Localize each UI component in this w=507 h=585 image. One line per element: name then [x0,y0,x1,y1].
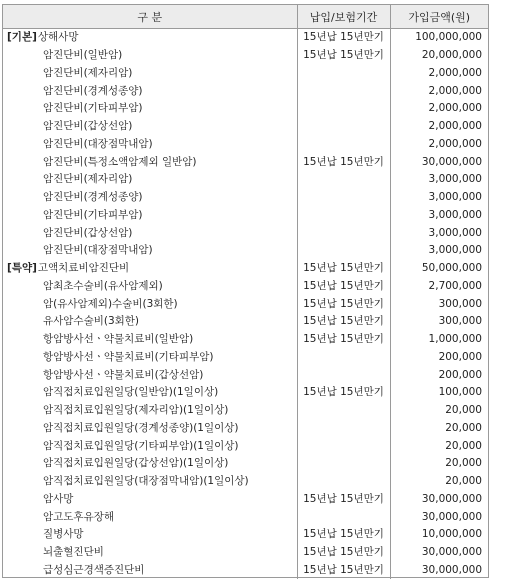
coverage-name-cell [3,366,297,384]
table-row [3,491,488,509]
coverage-name: 암고도후유장해 [43,510,115,523]
table-header-row [3,5,488,29]
amount-cell: 3,000,000 [428,208,482,221]
amount-cell: 200,000 [438,368,482,381]
table-body [3,29,488,580]
section-tag: [특약] [7,262,37,275]
coverage-name-cell [3,207,297,225]
payment-period-cell [297,437,390,455]
amount-cell: 2,700,000 [428,279,482,292]
table-row [3,224,488,242]
amount-cell: 2,000,000 [428,137,482,150]
payment-period-cell [297,508,390,526]
coverage-name: 암진단비(경계성종양) [43,191,143,204]
coverage-name-cell [3,224,297,242]
amount-cell: 20,000 [445,421,482,434]
coverage-name-cell [3,136,297,154]
amount-cell: 30,000,000 [421,155,482,168]
table-row [3,366,488,384]
amount-cell: 200,000 [438,350,482,363]
coverage-name-cell [3,29,297,47]
table-row [3,260,488,278]
table-row [3,242,488,260]
table-row [3,65,488,83]
table-row [3,118,488,136]
coverage-name: 암진단비(특정소액암제외 일반암) [43,155,197,168]
table-row [3,207,488,225]
payment-period-cell: 15년납 15년만기 [297,29,390,47]
amount-cell: 20,000 [445,439,482,452]
table-row [3,171,488,189]
coverage-name-cell [3,313,297,331]
coverage-name-cell [3,384,297,402]
amount-cell: 20,000 [445,404,482,417]
payment-period-cell [297,402,390,420]
coverage-name: 암진단비(갑상선암) [43,120,133,133]
amount-cell: 20,000,000 [421,49,482,62]
coverage-name-cell [3,544,297,562]
amount-cell: 10,000,000 [421,528,482,541]
coverage-name-cell [3,526,297,544]
payment-period-cell: 15년납 15년만기 [297,384,390,402]
payment-period-cell: 15년납 15년만기 [297,153,390,171]
coverage-name-cell [3,47,297,65]
coverage-name: 암직접치료입원일당(경계성종양)(1일이상) [43,421,239,434]
table-row [3,313,488,331]
coverage-name-cell [3,562,297,580]
payment-period-cell [297,224,390,242]
coverage-name: 항암방사선ㆍ약물치료비(일반암) [43,333,194,346]
payment-period-cell [297,136,390,154]
table-row [3,349,488,367]
payment-period-cell [297,100,390,118]
table-row [3,278,488,296]
payment-period-cell: 15년납 15년만기 [297,544,390,562]
payment-period-cell [297,82,390,100]
coverage-name-cell [3,153,297,171]
amount-cell: 2,000,000 [428,120,482,133]
table-row [3,47,488,65]
table-row [3,295,488,313]
coverage-name-cell [3,171,297,189]
amount-cell: 20,000 [445,457,482,470]
coverage-name-cell [3,473,297,491]
payment-period-cell [297,171,390,189]
payment-period-cell: 15년납 15년만기 [297,260,390,278]
coverage-table-frame [2,4,489,578]
coverage-name-cell [3,82,297,100]
header-category: 구 분 [3,5,297,29]
payment-period-cell [297,455,390,473]
table-row [3,384,488,402]
coverage-name-cell [3,402,297,420]
coverage-name: 암직접치료입원일당(제자리암)(1일이상) [43,404,229,417]
payment-period-cell [297,473,390,491]
amount-cell: 300,000 [438,315,482,328]
table-row [3,402,488,420]
amount-cell: 30,000,000 [421,510,482,523]
coverage-name: 암진단비(갑상선암) [43,226,133,239]
table-row [3,544,488,562]
coverage-name: 암직접치료입원일당(기타피부암)(1일이상) [43,439,239,452]
table-row [3,455,488,473]
coverage-name: 항암방사선ㆍ약물치료비(기타피부암) [43,350,214,363]
coverage-name: 암직접치료입원일당(일반암)(1일이상) [43,386,219,399]
coverage-name-cell [3,508,297,526]
coverage-name: 암(유사암제외)수술비(3회한) [43,297,178,310]
coverage-name: 상해사망 [37,31,79,44]
coverage-name-cell [3,420,297,438]
table-row [3,153,488,171]
payment-period-cell: 15년납 15년만기 [297,313,390,331]
amount-cell: 100,000 [438,386,482,399]
coverage-name-cell [3,295,297,313]
amount-cell: 3,000,000 [428,226,482,239]
payment-period-cell [297,189,390,207]
payment-period-cell [297,65,390,83]
table-row [3,29,488,47]
section-tag: [기본] [7,31,37,44]
amount-cell: 30,000,000 [421,492,482,505]
table-row [3,473,488,491]
amount-cell: 3,000,000 [428,191,482,204]
coverage-name: 질병사망 [43,528,84,541]
payment-period-cell [297,207,390,225]
coverage-name: 암진단비(경계성종양) [43,84,143,97]
amount-cell: 1,000,000 [428,333,482,346]
payment-period-cell [297,349,390,367]
table-row [3,526,488,544]
payment-period-cell [297,118,390,136]
coverage-name: 암진단비(일반암) [43,49,123,62]
amount-cell: 2,000,000 [428,66,482,79]
coverage-table [3,5,488,579]
coverage-name-cell [3,65,297,83]
table-row [3,508,488,526]
coverage-name: 암진단비(기타피부암) [43,208,143,221]
payment-period-cell: 15년납 15년만기 [297,278,390,296]
coverage-name: 암진단비(대장점막내암) [43,244,153,257]
coverage-name: 암진단비(제자리암) [43,66,133,79]
header-period: 납입/보험기간 [297,5,390,29]
coverage-name: 급성심근경색증진단비 [43,563,145,576]
amount-cell: 100,000,000 [415,31,482,44]
table-row [3,562,488,580]
amount-cell: 30,000,000 [421,546,482,559]
payment-period-cell [297,420,390,438]
coverage-name-cell [3,260,297,278]
payment-period-cell: 15년납 15년만기 [297,526,390,544]
amount-cell: 20,000 [445,475,482,488]
coverage-name: 암직접치료입원일당(대장점막내암)(1일이상) [43,475,249,488]
coverage-name: 암진단비(대장점막내암) [43,137,153,150]
coverage-name-cell [3,349,297,367]
coverage-name: 유사암수술비(3회한) [43,315,140,328]
payment-period-cell: 15년납 15년만기 [297,491,390,509]
coverage-name: 암진단비(기타피부암) [43,102,143,115]
payment-period-cell: 15년납 15년만기 [297,562,390,580]
coverage-name: 암직접치료입원일당(갑상선암)(1일이상) [43,457,229,470]
coverage-name: 암진단비(제자리암) [43,173,133,186]
header-amount: 가입금액(원) [390,5,488,29]
payment-period-cell: 15년납 15년만기 [297,295,390,313]
table-row [3,437,488,455]
amount-cell: 2,000,000 [428,102,482,115]
coverage-name: 암사망 [43,492,74,505]
amount-cell: 50,000,000 [421,262,482,275]
coverage-name-cell [3,242,297,260]
amount-cell: 3,000,000 [428,173,482,186]
coverage-name: 뇌출혈진단비 [43,546,104,559]
payment-period-cell: 15년납 15년만기 [297,47,390,65]
amount-cell: 300,000 [438,297,482,310]
coverage-name-cell [3,189,297,207]
coverage-name: 고액치료비암진단비 [37,262,130,275]
table-row [3,82,488,100]
coverage-name-cell [3,331,297,349]
table-row [3,100,488,118]
payment-period-cell [297,366,390,384]
table-row [3,136,488,154]
payment-period-cell [297,242,390,260]
coverage-name-cell [3,455,297,473]
coverage-name-cell [3,100,297,118]
amount-cell: 2,000,000 [428,84,482,97]
amount-cell: 30,000,000 [421,563,482,576]
coverage-name-cell [3,118,297,136]
coverage-name: 항암방사선ㆍ약물치료비(갑상선암) [43,368,204,381]
payment-period-cell: 15년납 15년만기 [297,331,390,349]
coverage-name-cell [3,278,297,296]
coverage-name: 암최초수술비(유사암제외) [43,279,163,292]
coverage-name-cell [3,437,297,455]
amount-cell: 3,000,000 [428,244,482,257]
coverage-name-cell [3,491,297,509]
table-row [3,189,488,207]
table-row [3,420,488,438]
table-row [3,331,488,349]
